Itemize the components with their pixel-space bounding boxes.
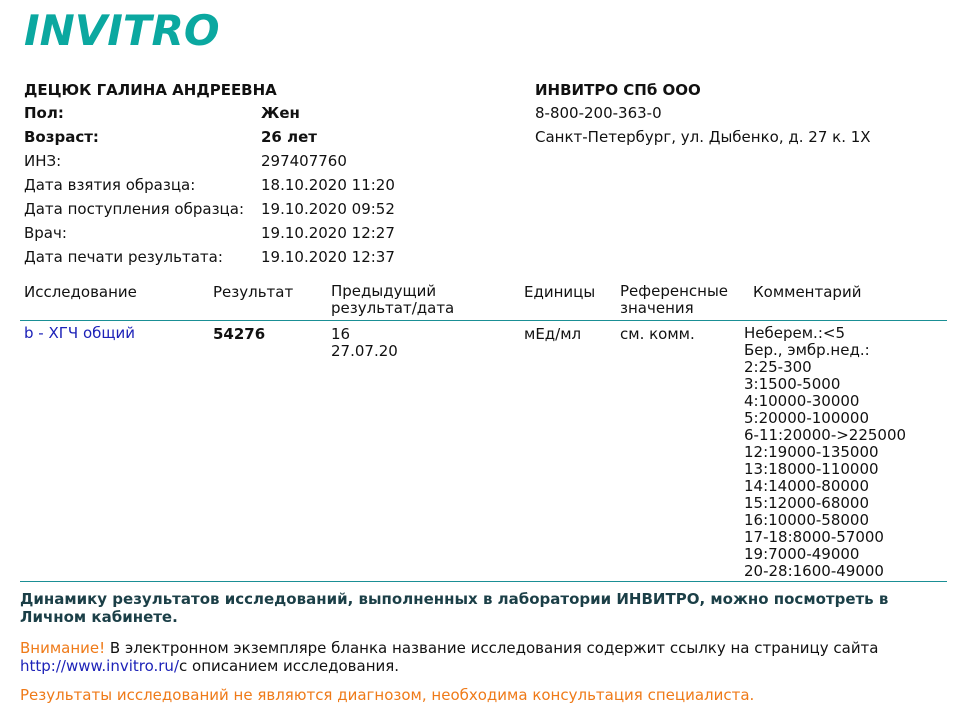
header-previous	[331, 283, 454, 317]
sample-taken-label: Дата взятия образца:	[24, 176, 196, 194]
result-value: 54276	[213, 325, 266, 343]
attention-word: Внимание!	[20, 639, 106, 657]
comment-line: 4:10000-30000	[744, 392, 860, 410]
comment-line: 19:7000-49000	[744, 545, 860, 563]
reference-value: см. комм.	[620, 325, 695, 343]
sex-label: Пол:	[24, 104, 64, 122]
comment-line: Бер., эмбр.нед.:	[744, 341, 870, 359]
comment-line: Неберем.:<5	[744, 324, 845, 342]
units-value: мЕд/мл	[524, 325, 582, 343]
doctor-value: 19.10.2020 12:27	[261, 224, 395, 242]
attention-url-suffix: с описанием исследования.	[179, 657, 400, 675]
comment-block	[744, 325, 906, 580]
sample-received-value: 19.10.2020 09:52	[261, 200, 395, 218]
disclaimer-note: Результаты исследований не являются диагнозом, необходима консультация специалиста.	[20, 686, 755, 704]
header-units: Единицы	[524, 283, 596, 301]
header-reference-line1: Референсные	[620, 282, 729, 300]
inz-value: 297407760	[261, 152, 347, 170]
comment-line: 15:12000-68000	[744, 494, 869, 512]
sex-value: Жен	[261, 104, 300, 122]
comment-line: 6-11:20000->225000	[744, 426, 907, 444]
header-test: Исследование	[24, 283, 137, 301]
header-reference-line2: значения	[620, 299, 694, 317]
lab-name: ИНВИТРО СПб ООО	[535, 81, 701, 99]
header-previous-line2: результат/дата	[331, 299, 455, 317]
header-previous-line1: Предыдущий	[331, 282, 437, 300]
test-name-link[interactable]: b - ХГЧ общий	[24, 324, 135, 342]
comment-line: 13:18000-110000	[744, 460, 879, 478]
header-result: Результат	[213, 283, 294, 301]
doctor-label: Врач:	[24, 224, 67, 242]
previous-result-date: 27.07.20	[331, 342, 398, 360]
patient-name: ДЕЦЮК ГАЛИНА АНДРЕЕВНА	[24, 81, 277, 99]
attention-note	[20, 639, 920, 675]
table-bottom-divider	[20, 581, 947, 582]
header-comment: Комментарий	[753, 283, 862, 301]
lab-phone: 8-800-200-363-0	[535, 104, 662, 122]
print-date-value: 19.10.2020 12:37	[261, 248, 395, 266]
comment-line: 16:10000-58000	[744, 511, 869, 529]
age-value: 26 лет	[261, 128, 317, 146]
lab-address: Санкт-Петербург, ул. Дыбенко, д. 27 к. 1Х	[535, 128, 871, 146]
invitro-logo: INVITRO	[24, 6, 220, 55]
age-label: Возраст:	[24, 128, 99, 146]
comment-line: 17-18:8000-57000	[744, 528, 884, 546]
sample-taken-value: 18.10.2020 11:20	[261, 176, 395, 194]
attention-text: В электронном экземпляре бланка название исследования содержит ссылку на страницу сайта	[105, 639, 879, 657]
header-reference	[620, 283, 728, 317]
comment-line: 14:14000-80000	[744, 477, 869, 495]
table-header-divider	[20, 320, 947, 321]
comment-line: 2:25-300	[744, 358, 812, 376]
previous-result	[331, 326, 398, 360]
comment-line: 3:1500-5000	[744, 375, 841, 393]
inz-label: ИНЗ:	[24, 152, 62, 170]
sample-received-label: Дата поступления образца:	[24, 200, 244, 218]
previous-result-value: 16	[331, 325, 351, 343]
comment-line: 20-28:1600-49000	[744, 562, 884, 580]
dynamics-note: Динамику результатов исследований, выполненных в лаборатории ИНВИТРО, можно посмотреть в Личном кабинете.	[20, 590, 889, 626]
comment-line: 5:20000-100000	[744, 409, 869, 427]
invitro-site-link[interactable]: http://www.invitro.ru/	[20, 657, 179, 675]
print-date-label: Дата печати результата:	[24, 248, 223, 266]
comment-line: 12:19000-135000	[744, 443, 879, 461]
